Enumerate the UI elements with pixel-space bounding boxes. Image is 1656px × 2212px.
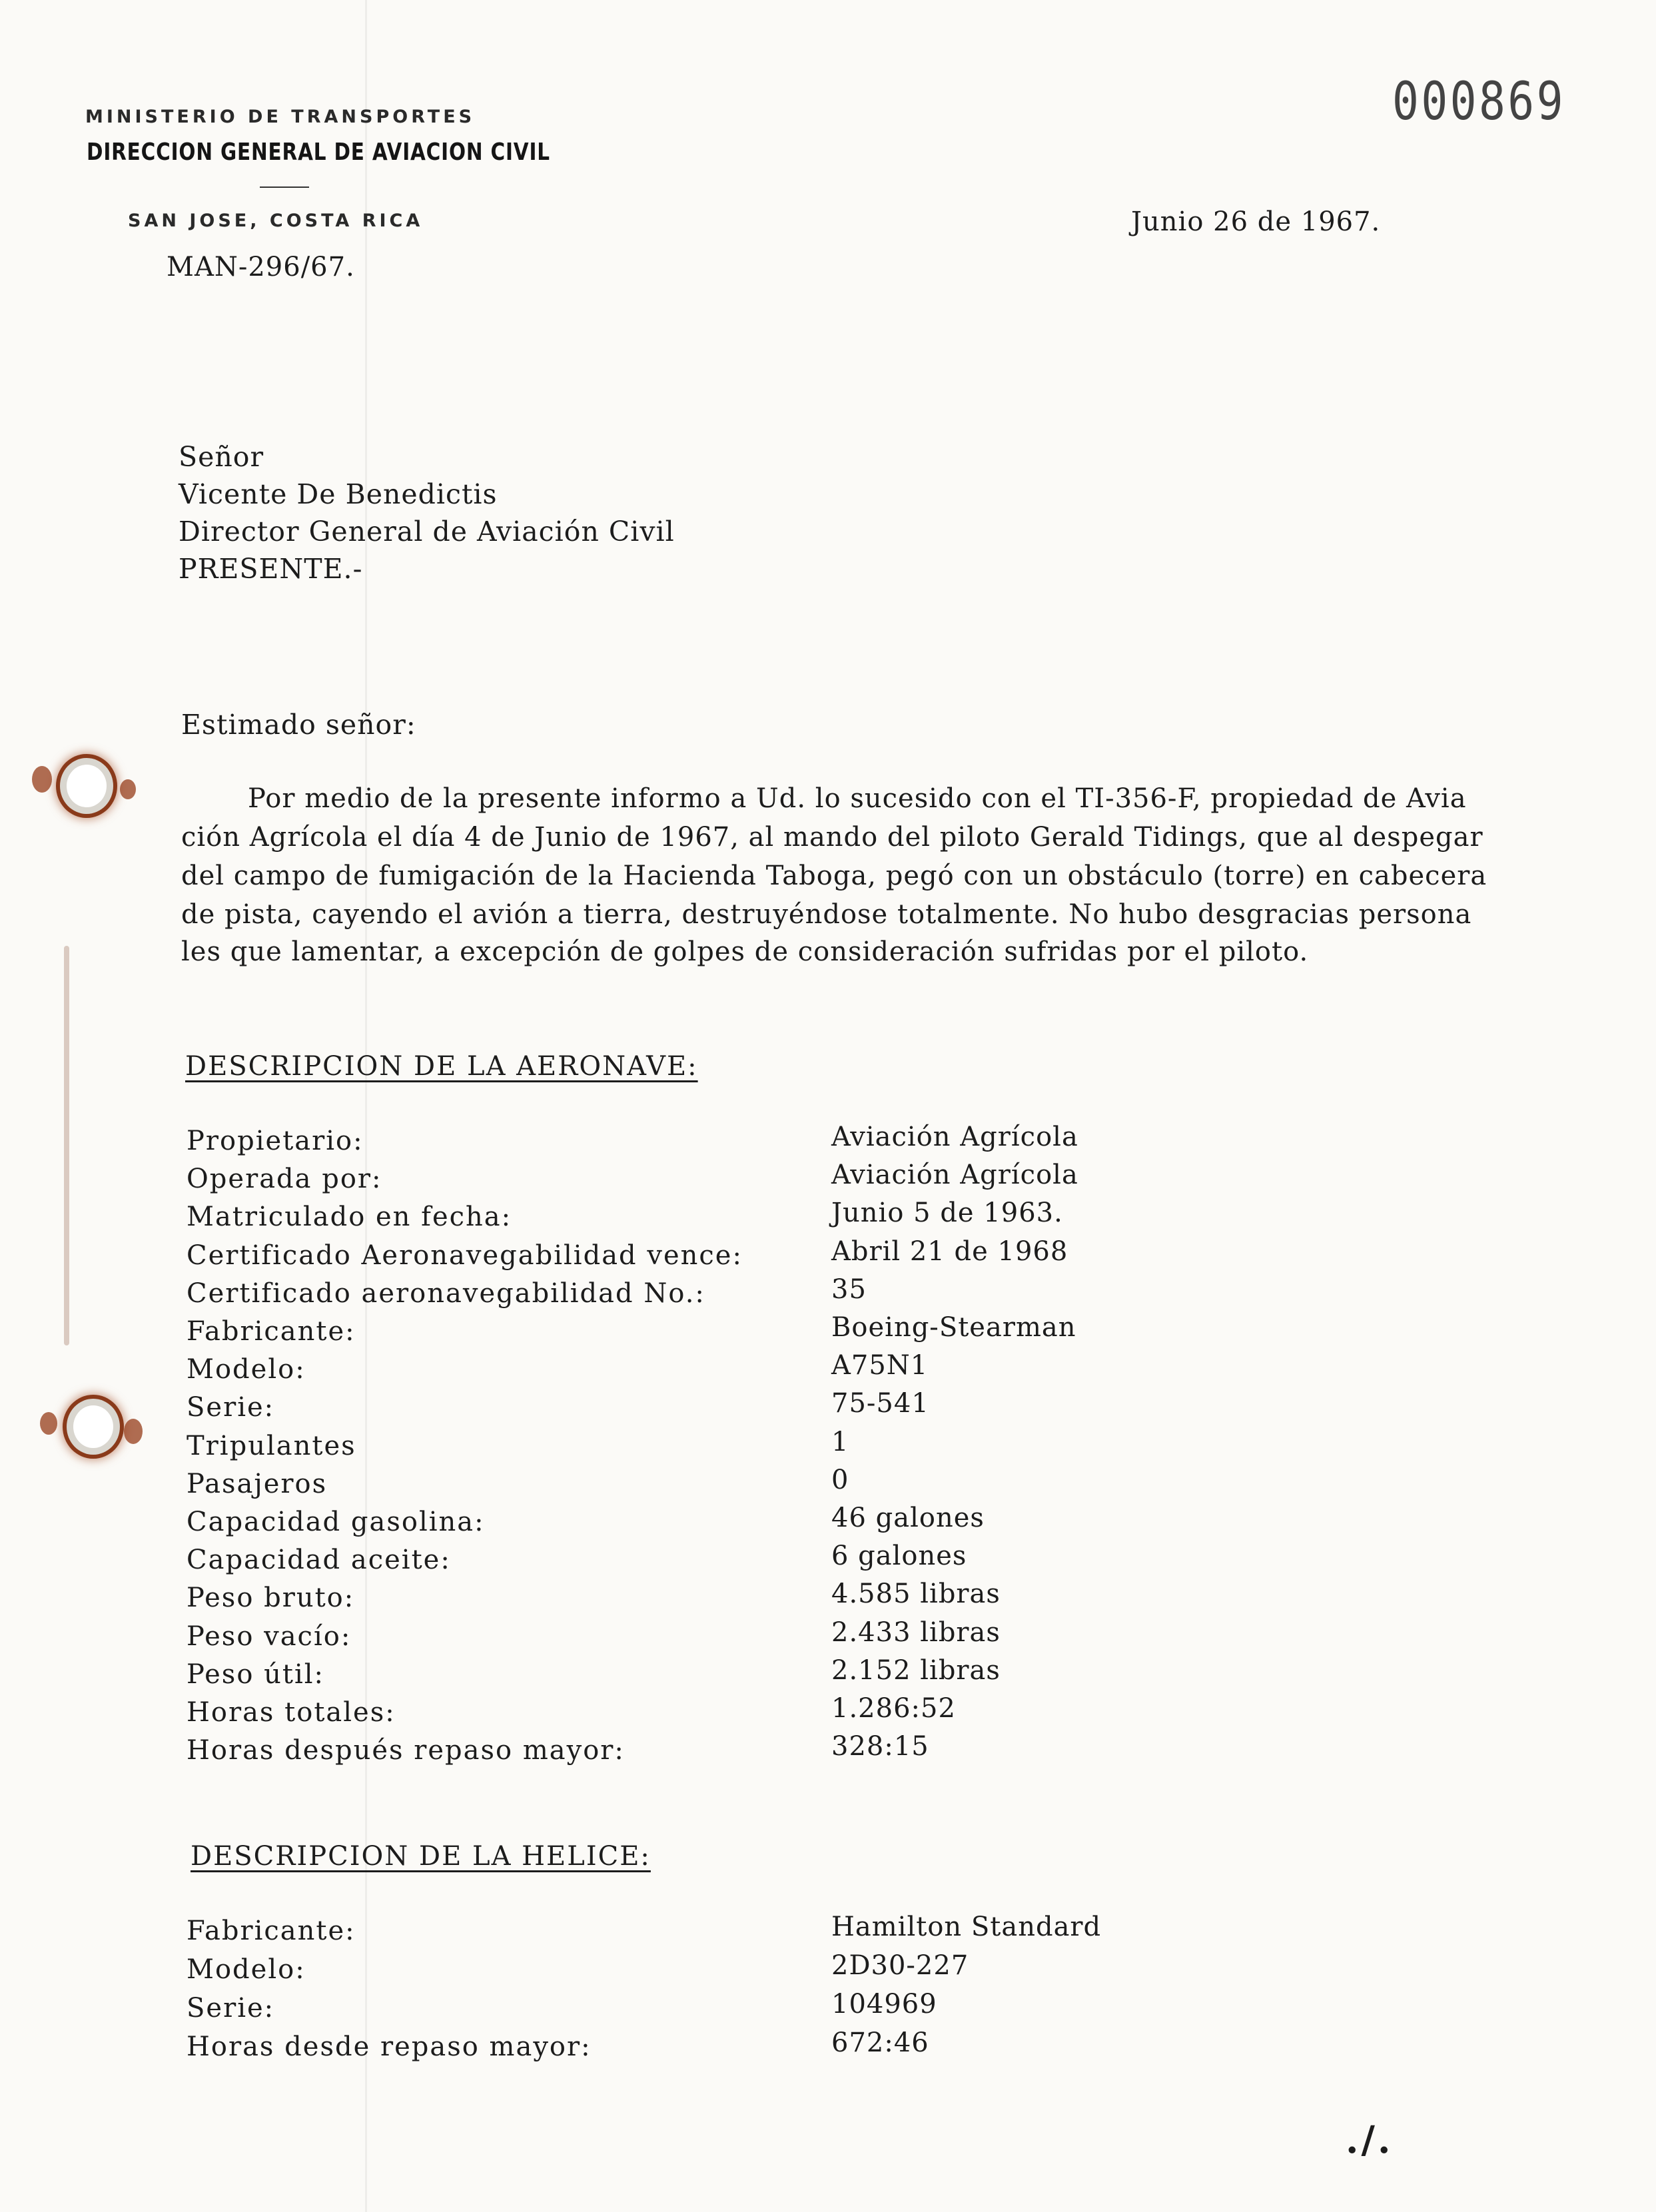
spec-value: 35 (831, 1274, 867, 1305)
continuation-mark: ./. (1346, 2118, 1394, 2162)
spec-label: Capacidad gasolina: (187, 1507, 485, 1537)
recipient-title: Señor (179, 441, 264, 473)
page-crease (365, 0, 367, 2212)
spec-label: Modelo: (187, 1354, 306, 1385)
rust-stain (40, 1412, 57, 1435)
spec-value: Junio 5 de 1963. (831, 1198, 1063, 1229)
body-line: ción Agrícola el día 4 de Junio de 1967, al mando del piloto Gerald Tidings, que al despegar (181, 822, 1483, 853)
body-line: les que lamentar, a excepción de golpes de consideración sufridas por el piloto. (181, 936, 1309, 967)
spec-label: Pasajeros (187, 1468, 328, 1499)
spec-value: 6 galones (831, 1541, 967, 1572)
rust-stain (120, 779, 136, 799)
recipient-name: Vicente De Benedictis (179, 478, 498, 510)
spec-label: Certificado Aeronavegabilidad vence: (187, 1240, 743, 1271)
propeller-section-heading: DESCRIPCION DE LA HELICE: (191, 1841, 651, 1872)
rust-stain (32, 766, 52, 793)
spec-label: Fabricante: (187, 1916, 356, 1946)
spec-label: Matriculado en fecha: (187, 1202, 512, 1233)
spec-value: Aviación Agrícola (831, 1122, 1078, 1152)
spec-value: Aviación Agrícola (831, 1160, 1078, 1191)
recipient-presente: PRESENTE.- (179, 553, 363, 585)
aircraft-section-heading: DESCRIPCION DE LA AERONAVE: (185, 1051, 698, 1082)
letter-date: Junio 26 de 1967. (1131, 206, 1381, 237)
punch-hole-bottom (67, 1399, 120, 1455)
spec-label: Serie: (187, 1392, 275, 1423)
spec-value: 1.286:52 (831, 1693, 956, 1724)
spec-value: 2.152 libras (831, 1655, 1001, 1686)
recipient-position: Director General de Aviación Civil (179, 516, 675, 548)
spec-value: Boeing-Stearman (831, 1312, 1076, 1343)
spec-value: 0 (831, 1464, 849, 1495)
spec-label: Certificado aeronavegabilidad No.: (187, 1278, 705, 1309)
rust-stain (124, 1419, 143, 1444)
spec-label: Horas desde repaso mayor: (187, 2031, 592, 2062)
spec-value: 1 (831, 1426, 849, 1457)
spec-label: Horas después repaso mayor: (187, 1735, 625, 1766)
spec-value: 2.433 libras (831, 1617, 1001, 1648)
spec-label: Peso bruto: (187, 1583, 355, 1614)
spec-label: Capacidad aceite: (187, 1545, 451, 1576)
letterhead-divider (260, 186, 309, 188)
greeting: Estimado señor: (181, 709, 416, 741)
body-line: del campo de fumigación de la Hacienda Taboga, pegó con un obstáculo (torre) en cabecera (181, 861, 1487, 891)
document-stamp-number: 000869 (1392, 72, 1565, 132)
letterhead-ministry: MINISTERIO DE TRANSPORTES (85, 107, 476, 127)
reference-number: MAN-296/67. (167, 252, 355, 282)
spec-value: 672:46 (831, 2028, 929, 2058)
spec-label: Peso útil: (187, 1659, 325, 1690)
punch-hole-top (60, 758, 113, 814)
spec-label: Fabricante: (187, 1316, 356, 1347)
body-line: de pista, cayendo el avión a tierra, destruyéndose totalmente. No hubo desgracias persona (181, 899, 1472, 930)
spec-value: Abril 21 de 1968 (831, 1236, 1068, 1267)
spec-value: 46 galones (831, 1503, 985, 1533)
spec-value: 75-541 (831, 1388, 929, 1419)
spec-label: Tripulantes (187, 1430, 356, 1461)
binding-marks (64, 946, 69, 1345)
spec-value: 4.585 libras (831, 1579, 1001, 1610)
spec-label: Horas totales: (187, 1697, 396, 1728)
letterhead-directorate: DIRECCION GENERAL DE AVIACION CIVIL (87, 139, 550, 166)
spec-label: Propietario: (187, 1126, 364, 1156)
spec-label: Modelo: (187, 1954, 306, 1985)
spec-value: 2D30-227 (831, 1950, 969, 1981)
spec-value: A75N1 (831, 1350, 929, 1381)
spec-label: Peso vacío: (187, 1621, 352, 1652)
spec-label: Serie: (187, 1993, 275, 2024)
spec-value: Hamilton Standard (831, 1912, 1102, 1942)
spec-label: Operada por: (187, 1164, 382, 1195)
spec-value: 104969 (831, 1989, 937, 2020)
body-line: Por medio de la presente informo a Ud. lo sucesido con el TI-356-F, propiedad de Avia (248, 783, 1467, 814)
spec-value: 328:15 (831, 1731, 929, 1762)
letterhead-location: SAN JOSE, COSTA RICA (128, 210, 424, 231)
